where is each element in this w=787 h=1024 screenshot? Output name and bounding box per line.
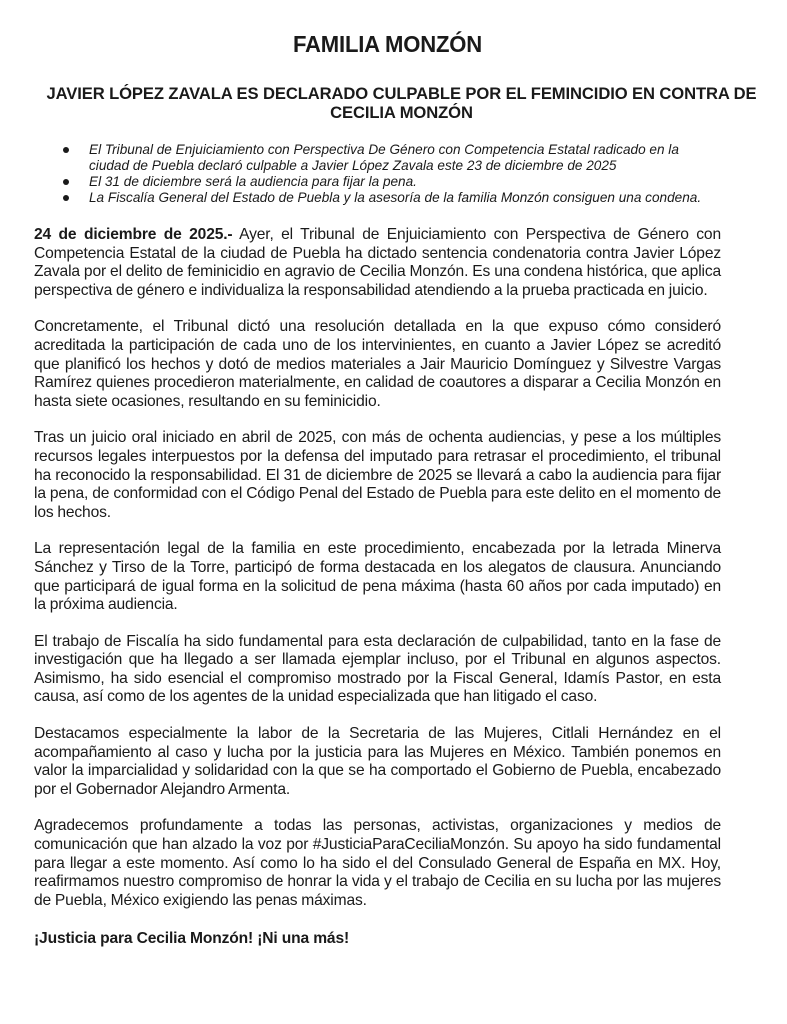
summary-bullet-list (34, 142, 721, 206)
paragraph-text: Ayer, el Tribunal de Enjuiciamiento con Perspectiva de Género con Competencia Estatal de la ciudad de Puebla ha dictado sentencia condenatoria contra Javier López Zavala por el delito de feminicidio en agravio de Cecilia Monzón. Es una condena histórica, que aplica perspectiva de género e individualiza la responsabilidad atendiendo a la prueba practicada en juicio. (34, 226, 721, 299)
body-paragraph: Agradecemos profundamente a todas las personas, activistas, organizaciones y medios de comunicación que han alzado la voz por #JusticiaParaCeciliaMonzón. Su apoyo ha sido fundamental para llegar a este momento. Así como lo ha sido el del Consulado General de España en MX. Hoy, reafirmamos nuestro compromiso de honrar la vida y el trabajo de Cecilia en su lucha por las mujeres de Puebla, México exigiendo las penas máximas. (34, 817, 721, 909)
document-headline: JAVIER LÓPEZ ZAVALA ES DECLARADO CULPABLE POR EL FEMINCIDIO EN CONTRA DE CECILIA MONZÓN (46, 84, 757, 122)
body-paragraph: La representación legal de la familia en este procedimiento, encabezada por la letrada Minerva Sánchez y Tirso de la Torre, participó de forma destacada en los alegatos de clausura. Anunciando que participará de igual forma en la solicitud de pena máxima (hasta 60 años por cada imputado) en la próxima audiencia. (34, 540, 721, 614)
body-paragraph: Tras un juicio oral iniciado en abril de 2025, con más de ochenta audiencias, y pese a los múltiples recursos legales interpuestos por la defensa del imputado para retrasar el procedimiento, el tribunal ha reconocido la responsabilidad. El 31 de diciembre de 2025 se llevará a cabo la audiencia para fijar la pena, de conformidad con el Código Penal del Estado de Puebla para este delito en el momento de los hechos. (34, 429, 721, 521)
body-paragraph: Concretamente, el Tribunal dictó una resolución detallada en la que expuso cómo consideró acreditada la participación de cada uno de los intervinientes, en cuanto a Javier López se acreditó que planificó los hechos y dotó de medios materiales a Jair Mauricio Domínguez y Silvestre Vargas Ramírez quienes procedieron materialmente, en calidad de coautores a disparar a Cecilia Monzón en hasta siete ocasiones, resultando en su feminicidio. (34, 318, 721, 410)
closing-statement: ¡Justicia para Cecilia Monzón! ¡Ni una más! (34, 930, 350, 948)
bullet-dot-icon (63, 179, 69, 185)
summary-bullet (89, 190, 721, 206)
summary-bullet (89, 174, 721, 190)
summary-bullet-text: El Tribunal de Enjuiciamiento con Perspectiva De Género con Competencia Estatal radicado en la ciudad de Puebla declaró culpable a Javier López Zavala este 23 de diciembre de 2025 (89, 142, 679, 173)
summary-bullet-text: La Fiscalía General del Estado de Puebla y la asesoría de la familia Monzón consiguen una condena. (89, 190, 702, 205)
body-paragraph: El trabajo de Fiscalía ha sido fundamental para esta declaración de culpabilidad, tanto en la fase de investigación que ha llegado a ser llamada ejemplar incluso, por el Tribunal en algunos aspectos. Asimismo, ha sido esencial el compromiso mostrado por la Fiscal General, Idamís Pastor, en esta causa, así como de los agentes de la unidad especializada que han litigado el caso. (34, 632, 721, 706)
summary-bullet (89, 142, 721, 174)
body-paragraph: Destacamos especialmente la labor de la Secretaria de las Mujeres, Citlali Hernández en el acompañamiento al caso y lucha por la justicia para las Mujeres en México. También ponemos en valor la imparcialidad y solidaridad con la que se ha comportado el Gobierno de Puebla, encabezado por el Gobernador Alejandro Armenta. (34, 725, 721, 798)
body-paragraph-dateline (34, 226, 721, 300)
dateline: 24 de diciembre de 2025.- (34, 226, 233, 243)
bullet-dot-icon (63, 195, 69, 201)
bullet-dot-icon (63, 147, 69, 153)
summary-bullet-text: El 31 de diciembre será la audiencia para fijar la pena. (89, 174, 417, 189)
document-title: FAMILIA MONZÓN (292, 31, 483, 57)
